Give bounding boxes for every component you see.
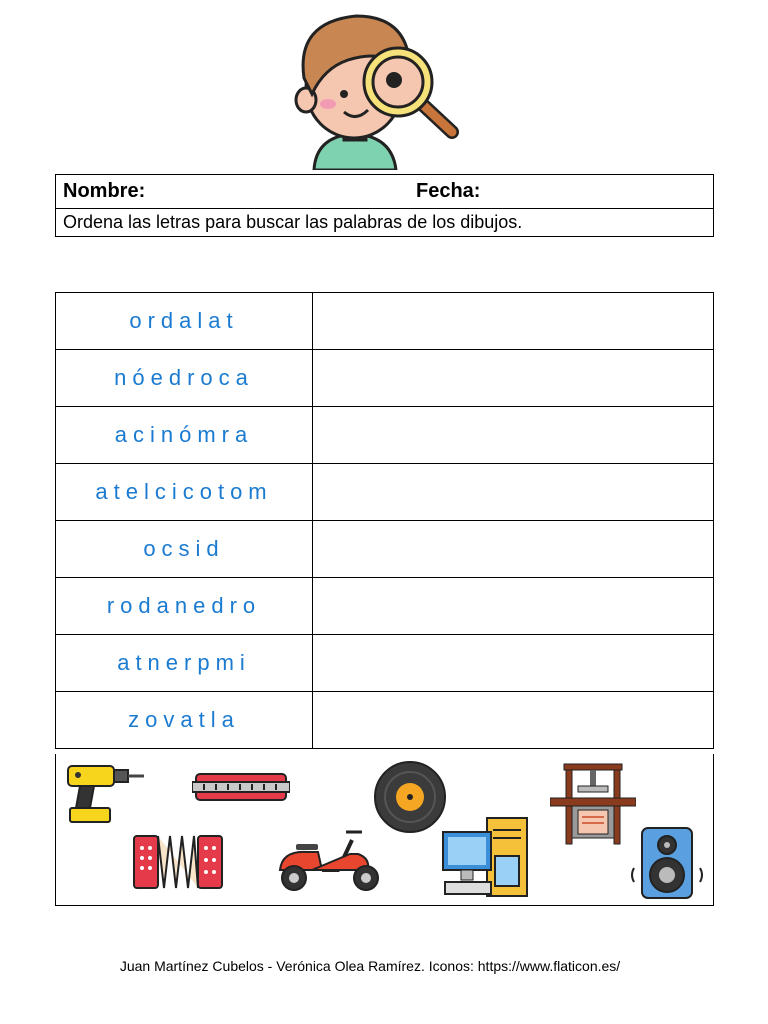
answer-cell[interactable] bbox=[313, 293, 714, 350]
word-table bbox=[55, 292, 714, 749]
answer-cell[interactable] bbox=[313, 407, 714, 464]
accordion-icon bbox=[132, 830, 224, 894]
scrambled-word: zovatla bbox=[56, 692, 313, 749]
table-row bbox=[56, 521, 714, 578]
printing-press-icon bbox=[550, 760, 636, 846]
answer-cell[interactable] bbox=[313, 692, 714, 749]
header-box bbox=[55, 174, 714, 237]
harmonica-icon bbox=[192, 770, 290, 804]
answer-cell[interactable] bbox=[313, 578, 714, 635]
answer-cell[interactable] bbox=[313, 464, 714, 521]
drill-icon bbox=[66, 762, 146, 826]
scrambled-word: atnerpmi bbox=[56, 635, 313, 692]
vinyl-disc-icon bbox=[371, 760, 449, 834]
date-label: Fecha: bbox=[416, 180, 481, 202]
answer-cell[interactable] bbox=[313, 350, 714, 407]
table-row bbox=[56, 407, 714, 464]
scrambled-word: rodanedro bbox=[56, 578, 313, 635]
credits-footer: Juan Martínez Cubelos - Verónica Olea Ramírez. Iconos: https://www.flaticon.es/ bbox=[119, 958, 621, 974]
scrambled-word: ocsid bbox=[56, 521, 313, 578]
pictures-panel bbox=[55, 754, 714, 906]
table-row bbox=[56, 293, 714, 350]
table-row bbox=[56, 692, 714, 749]
header-row bbox=[56, 175, 713, 209]
scrambled-word: ordalat bbox=[56, 293, 313, 350]
motorcycle-icon bbox=[272, 824, 384, 894]
table-row bbox=[56, 350, 714, 407]
scrambled-word: nóedroca bbox=[56, 350, 313, 407]
answer-cell[interactable] bbox=[313, 635, 714, 692]
table-row bbox=[56, 578, 714, 635]
answer-cell[interactable] bbox=[313, 521, 714, 578]
speaker-icon bbox=[628, 826, 706, 900]
name-label: Nombre: bbox=[63, 180, 146, 202]
instructions-text: Ordena las letras para buscar las palabras de los dibujos. bbox=[63, 212, 523, 232]
boy-magnifier-icon bbox=[282, 8, 462, 170]
table-row bbox=[56, 464, 714, 521]
table-row bbox=[56, 635, 714, 692]
scrambled-word: acinómra bbox=[56, 407, 313, 464]
computer-icon bbox=[441, 816, 531, 898]
scrambled-word: atelcicotom bbox=[56, 464, 313, 521]
